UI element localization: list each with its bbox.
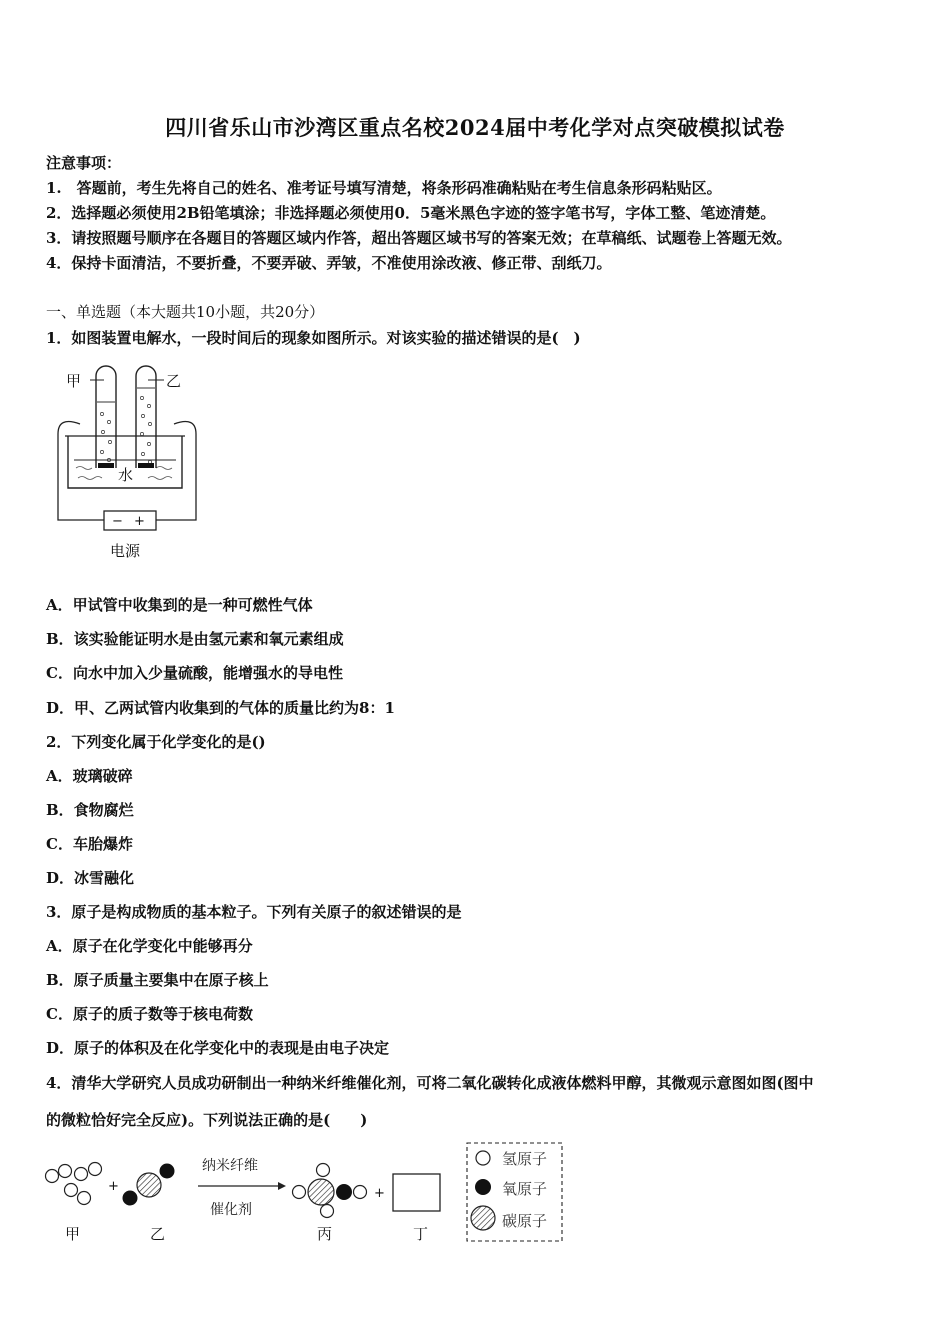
option: C．原子的质子数等于核电荷数 (46, 1005, 253, 1023)
option: A．玻璃破碎 (46, 767, 133, 785)
label-yi: 乙 (166, 372, 182, 390)
notice-item: 2．选择题必须使用2B铅笔填涂；非选择题必须使用0．5毫米黑色字迹的签字笔书写，字体工整、笔迹清楚。 (46, 204, 776, 222)
question-stem: 3．原子是构成物质的基本粒子。下列有关原子的叙述错误的是 (46, 903, 462, 921)
hydrogen-molecules (46, 1163, 102, 1205)
option: D．甲、乙两试管内收集到的气体的质量比约为8：1 (46, 699, 395, 717)
oxygen-atom-icon (475, 1179, 491, 1195)
label-yi: 乙 (150, 1225, 166, 1243)
power-minus: − (112, 514, 123, 529)
unknown-product-box (393, 1174, 440, 1211)
label-jia: 甲 (65, 1225, 81, 1243)
option: A．原子在化学变化中能够再分 (46, 937, 253, 955)
legend-oxygen: 氧原子 (502, 1180, 548, 1198)
carbon-atom-icon (471, 1206, 495, 1230)
question-stem: 4．清华大学研究人员成功研制出一种纳米纤维催化剂，可将二氧化碳转化成液体燃料甲醇，其微观示意图如图(图中 (46, 1074, 814, 1092)
label-jia: 甲 (66, 372, 82, 390)
methanol-molecule (293, 1164, 367, 1218)
notice-item: 1. 答题前，考生先将自己的姓名、准考证号填写清楚，将条形码准确粘贴在考生信息条形码粘贴区。 (46, 179, 722, 197)
option: A．甲试管中收集到的是一种可燃性气体 (46, 596, 313, 614)
page-title: 四川省乐山市沙湾区重点名校2024届中考化学对点突破模拟试卷 (165, 115, 785, 140)
option: D．冰雪融化 (46, 869, 135, 887)
label-water: 水 (118, 466, 134, 484)
option: B．食物腐烂 (46, 801, 134, 819)
option: C．车胎爆炸 (46, 835, 133, 853)
power-plus: + (134, 514, 145, 529)
notice-heading: 注意事项： (46, 154, 122, 172)
question-stem: 1．如图装置电解水，一段时间后的现象如图所示。对该实验的描述错误的是( ) (46, 329, 581, 347)
plus-sign: + (374, 1186, 385, 1201)
option: B．该实验能证明水是由氢元素和氧元素组成 (46, 630, 344, 648)
section-heading: 一、单选题（本大题共10小题，共20分） (46, 303, 325, 321)
catalyst-top: 纳米纤维 (202, 1158, 258, 1174)
reaction-figure (40, 1138, 580, 1248)
co2-molecule (123, 1164, 175, 1206)
label-bing: 丙 (317, 1225, 333, 1243)
option: B．原子质量主要集中在原子核上 (46, 971, 269, 989)
plus-sign: + (108, 1179, 119, 1194)
catalyst-bottom: 催化剂 (210, 1202, 252, 1218)
legend-hydrogen: 氢原子 (502, 1150, 548, 1168)
option: D．原子的体积及在化学变化中的表现是由电子决定 (46, 1039, 390, 1057)
notice-item: 4．保持卡面清洁，不要折叠，不要弄破、弄皱，不准使用涂改液、修正带、刮纸刀。 (46, 254, 612, 272)
option: C．向水中加入少量硫酸，能增强水的导电性 (46, 664, 343, 682)
label-power: 电源 (110, 542, 141, 560)
label-ding: 丁 (413, 1225, 429, 1243)
question-stem-cont: 的微粒恰好完全反应)。下列说法正确的是( ) (46, 1111, 368, 1129)
legend-carbon: 碳原子 (502, 1212, 548, 1230)
electrolysis-figure (52, 360, 202, 565)
notice-item: 3．请按照题号顺序在各题目的答题区域内作答，超出答题区域书写的答案无效；在草稿纸、试题卷上答题无效。 (46, 229, 792, 247)
hydrogen-atom-icon (476, 1151, 490, 1165)
question-stem: 2．下列变化属于化学变化的是() (46, 733, 266, 751)
